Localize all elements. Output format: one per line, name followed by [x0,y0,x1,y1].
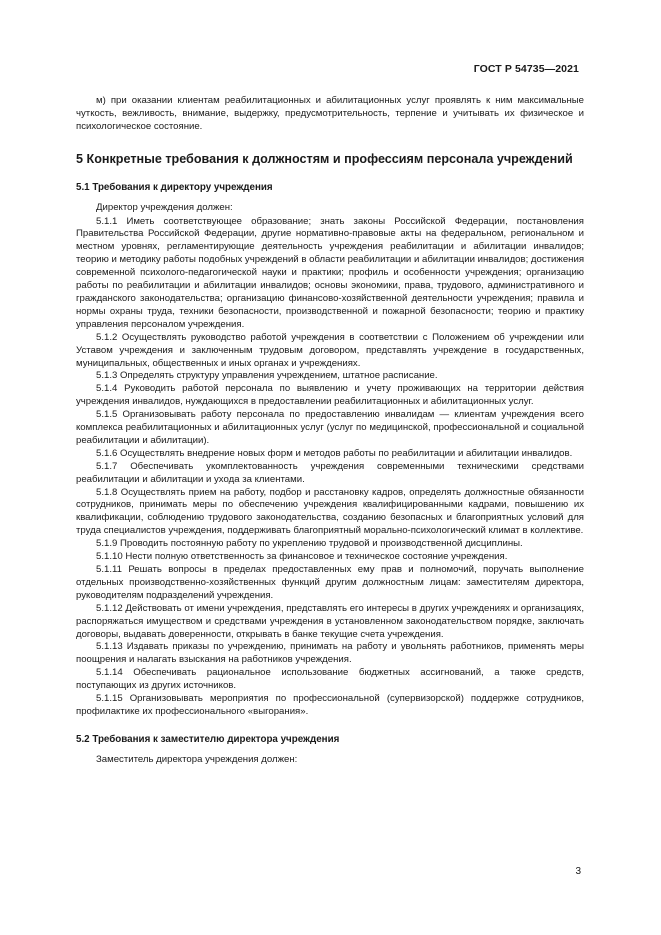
clause-5-1-4: 5.1.4 Руководить работой персонала по выявлению и учету проживающих на территории действия учреждения инвалидов, нуждающихся в предоставлении реабилитационных и абилитационных услуг. [76,383,584,408]
clause-5-1-11: 5.1.11 Решать вопросы в пределах предоставленных ему прав и полномочий, поручать выполнение отдельных производственно-хозяйственных функций другим должностным лицам: заместителям директора, руководителям подразделений учреждения. [76,564,584,601]
clause-5-1-12: 5.1.12 Действовать от имени учреждения, представлять его интересы в других учреждениях и организациях, распоряжаться имуществом и средствами учреждения в установленном законодательством порядке, заключать договоры, выдавать доверенности, открывать в банке текущие счета учреждения. [76,602,584,640]
page-number: 3 [575,866,581,877]
clause-5-1-5: 5.1.5 Организовывать работу персонала по предоставлению инвалидам — клиентам учреждения всего комплекса реабилитационных и абилитационных услуг (услуг по медицинской, профессиональной и социальной реабилитации и абилитации). [76,409,584,446]
lead-paragraph: м) при оказании клиентам реабилитационных и абилитационных услуг проявлять к ним максимальные чуткость, вежливость, внимание, выдержку, предусмотрительность, терпение и учитывать их физическое и психологическое состояние. [76,95,584,132]
clause-5-1-10: 5.1.10 Нести полную ответственность за финансовое и техническое состояние учреждения. [96,551,508,563]
clause-5-1-13: 5.1.13 Издавать приказы по учреждению, принимать на работу и увольнять работников, применять меры поощрения и налагать взыскания на работников учреждения. [76,641,584,666]
subsection-5-1-intro: Директор учреждения должен: [96,201,233,213]
document-body [76,95,584,768]
clause-5-1-6: 5.1.6 Осуществлять внедрение новых форм и методов работы по реабилитации и абилитации инвалидов. [96,447,573,459]
section-5-title: 5 Конкретные требования к должностям и профессиям персонала учреждений [76,151,573,166]
subsection-5-2-title: 5.2 Требования к заместителю директора учреждения [76,733,340,745]
standard-number-header: ГОСТ Р 54735—2021 [473,63,579,75]
subsection-5-1-title: 5.1 Требования к директору учреждения [76,181,273,193]
subsection-5-2-intro: Заместитель директора учреждения должен: [96,753,298,765]
clause-5-1-8: 5.1.8 Осуществлять прием на работу, подбор и расстановку кадров, определять должностные обязанности сотрудников, принимать меры по обеспечению учреждения квалифицированными кадрами, повышению их квалификации, соблюдению трудового законодательства, созданию безопасных и благоприятных условий для труда специалистов учреждения, поддерживать благоприятный морально-психологический климат в коллективе. [76,486,584,537]
clause-5-1-7: 5.1.7 Обеспечивать укомплектованность учреждения современными техническими средствами реабилитации и абилитации и ухода за клиентами. [76,460,584,485]
clause-5-1-14: 5.1.14 Обеспечивать рациональное использование бюджетных ассигнований, а также средств, поступающих из других источников. [76,667,584,692]
clause-5-1-1: 5.1.1 Иметь соответствующее образование; знать законы Российской Федерации, постановления Правительства Российской Федерации, другие нормативно-правовые акты на федеральном, региональном и местном уровнях, регламентирующие деятельность учреждения реабилитации и абилитации инвалидов; теорию и методику работы подобных учреждений в области реабилитации и абилитации инвалидов; достижения современной психолого-педагогической науки и практики; профиль и особенности учреждения; организацию работы по реабилитации и абилитации инвалидов; основы экономики, права, трудового, административного и гражданского законодательства; организацию финансово-хозяйственной деятельности учреждения; правила и нормы охраны труда, техники безопасности, производственной и пожарной безопасности; теорию и практику управления персоналом учреждения. [76,215,585,330]
clause-5-1-3: 5.1.3 Определять структуру управления учреждением, штатное расписание. [96,370,438,382]
clause-5-1-2: 5.1.2 Осуществлять руководство работой учреждения в соответствии с Положением об учреждении или Уставом учреждения и заключенным трудовым договором, представлять учреждение в государственных, муниципальных, общественных и иных органах и учреждениях. [76,331,584,369]
clause-5-1-9: 5.1.9 Проводить постоянную работу по укреплению трудовой и производственной дисциплины. [96,538,523,550]
clause-5-1-15: 5.1.15 Организовывать мероприятия по профессиональной (супервизорской) поддержке сотрудников, профилактике их профессионального «выгорания». [76,693,584,717]
